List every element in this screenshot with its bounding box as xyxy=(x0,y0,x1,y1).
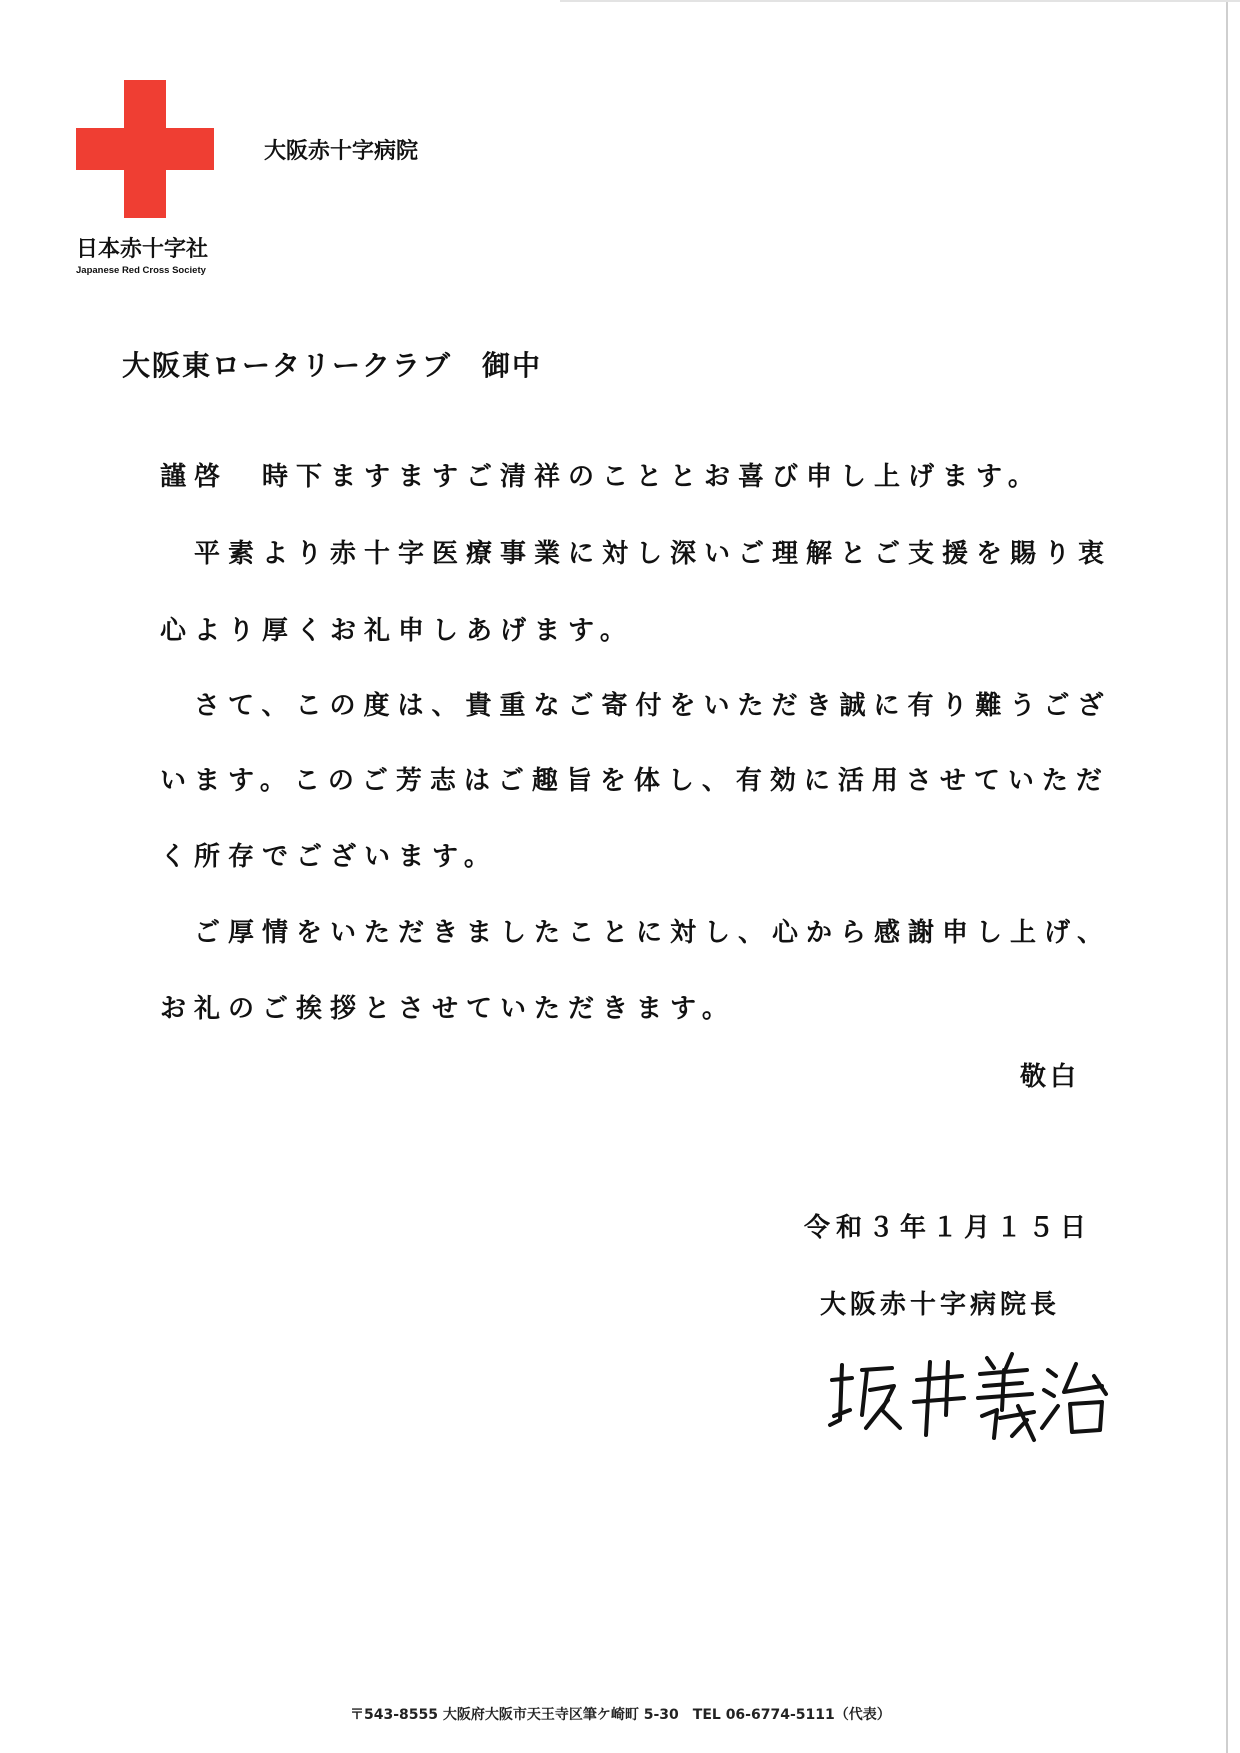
scan-edge xyxy=(560,0,1240,2)
body-line: います。このご芳志はご趣旨を体し、有効に活用させていただ xyxy=(160,766,1110,796)
body-line: お礼のご挨拶とさせていただきます。 xyxy=(160,994,736,1024)
signer-title: 大阪赤十字病院長 xyxy=(820,1290,1061,1320)
body-line: 平素より赤十字医療事業に対し深いご理解とご支援を賜り衷 xyxy=(160,539,1113,569)
hospital-name: 大阪赤十字病院 xyxy=(264,139,419,164)
footer-address: 〒543-8555 大阪府大阪市天王寺区筆ケ崎町 5-30 TEL 06-6774-5111（代表） xyxy=(350,1707,891,1723)
body-line: く所存でございます。 xyxy=(160,842,498,872)
body-line: ご厚情をいただきましたことに対し、心から感謝申し上げ、 xyxy=(160,918,1111,948)
closing: 敬白 xyxy=(1020,1062,1081,1092)
org-name-en: Japanese Red Cross Society xyxy=(76,265,206,276)
red-cross-icon xyxy=(76,80,214,218)
body-line: 心より厚くお礼申しあげます。 xyxy=(160,616,634,646)
red-cross-logo xyxy=(76,80,216,276)
org-name-jp: 日本赤十字社 xyxy=(76,237,209,262)
letter-date: 令和３年１月１５日 xyxy=(804,1213,1093,1243)
handwritten-signature xyxy=(822,1340,1112,1450)
addressee xyxy=(122,344,542,384)
body-line: さて、この度は、貴重なご寄付をいただき誠に有り難うござ xyxy=(160,691,1112,721)
body-line: 謹啓 時下ますますご清祥のこととお喜び申し上げます。 xyxy=(160,462,1042,492)
addressee-name: 大阪東ロータリークラブ xyxy=(122,349,453,382)
addressee-honorific: 御中 xyxy=(482,349,543,382)
scan-edge xyxy=(1226,0,1228,1753)
